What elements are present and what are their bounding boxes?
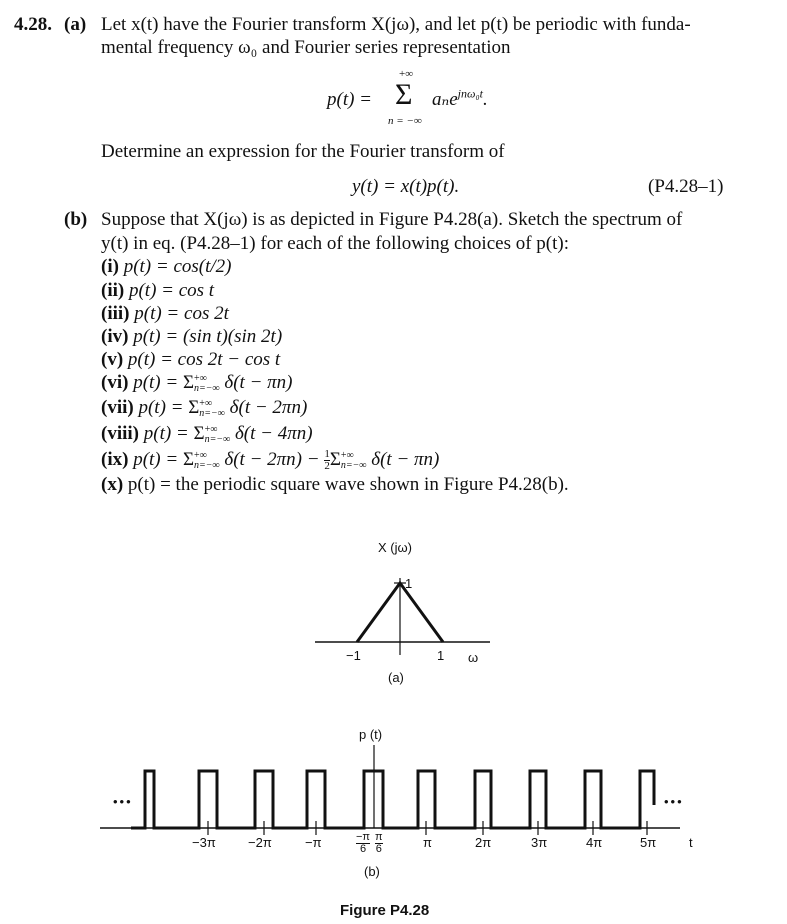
list-item: (x) p(t) = the periodic square wave shown in Figure P4.28(b). [101, 474, 569, 495]
sum-lower-limit: n = −∞ [388, 115, 422, 127]
problem-number: 4.28. [14, 14, 52, 35]
determine-text: Determine an expression for the Fourier transform of [101, 141, 505, 162]
list-item: (i) p(t) = cos(t/2) [101, 256, 232, 277]
tick-label: 2π [475, 835, 492, 850]
tick-label: −2π [248, 835, 272, 850]
y-equation: y(t) = x(t)p(t). [352, 176, 460, 197]
list-item: (iii) p(t) = cos 2t [101, 303, 229, 324]
part-a-line2: mental frequency ω₀ and Fourier series representation [101, 37, 511, 58]
equation-tag: (P4.28–1) [648, 176, 724, 197]
list-item: (iv) p(t) = (sin t)(sin 2t) [101, 326, 283, 347]
figure-caption: Figure P4.28 [340, 902, 430, 919]
tick-label: 5π [640, 835, 657, 850]
tick-label: −3π [192, 835, 216, 850]
equation-exponent: jnω₀t [457, 86, 483, 101]
figure-a-plot [300, 560, 500, 660]
figure-a-title: X (jω) [378, 540, 412, 555]
part-a-label: (a) [64, 14, 87, 35]
figure-b-axis-label: t [689, 835, 693, 850]
list-item: (viii) p(t) = Σ +∞ n=−∞ δ(t − 4πn) [101, 423, 313, 445]
sum-upper-limit: +∞ [399, 68, 414, 80]
list-item: (ix) p(t) = Σ +∞ n=−∞ δ(t − 2πn) − $\frac{1}{2}$ Σ +∞ n=−∞ δ(t − πn) [101, 448, 440, 473]
figure-a-axis-label: ω [468, 650, 479, 665]
figure-a-right-label: 1 [437, 648, 445, 663]
equation-lhs: p(t) = [327, 89, 373, 110]
sum-symbol: Σ [395, 78, 413, 111]
figure-a-caption: (a) [388, 670, 404, 685]
figure-b-square-wave [131, 771, 654, 828]
tick-label: π [423, 835, 432, 850]
figure-b-caption: (b) [364, 864, 380, 879]
dots-right: ••• [664, 794, 684, 809]
tick-label: −π [305, 835, 322, 850]
list-item: (v) p(t) = cos 2t − cos t [101, 349, 281, 370]
list-item: (vi) p(t) = Σ +∞ n=−∞ δ(t − πn) [101, 372, 293, 394]
equation-term: aₙe$^{jn\omega_0t}$. [432, 86, 488, 110]
figure-a-left-label: −1 [346, 648, 361, 663]
figure-a-peak-label: 1 [405, 576, 413, 591]
figure-b-plot [95, 745, 695, 845]
tick-frac-neg: −π 6 [356, 831, 371, 855]
tick-label: 4π [586, 835, 603, 850]
list-item: (vii) p(t) = Σ +∞ n=−∞ δ(t − 2πn) [101, 397, 308, 419]
part-b-line1: Suppose that X(jω) is as depicted in Figure P4.28(a). Sketch the spectrum of [101, 209, 683, 230]
tick-frac-pos: π 6 [375, 831, 383, 855]
dots-left: ••• [113, 794, 133, 809]
list-item: (ii) p(t) = cos t [101, 280, 215, 301]
tick-label: 3π [531, 835, 548, 850]
part-b-label: (b) [64, 209, 88, 230]
part-b-line2: y(t) in eq. (P4.28–1) for each of the following choices of p(t): [101, 233, 570, 254]
part-a-line1: Let x(t) have the Fourier transform X(jω), and let p(t) be periodic with funda- [101, 14, 691, 35]
figure-b-title: p (t) [359, 727, 383, 742]
